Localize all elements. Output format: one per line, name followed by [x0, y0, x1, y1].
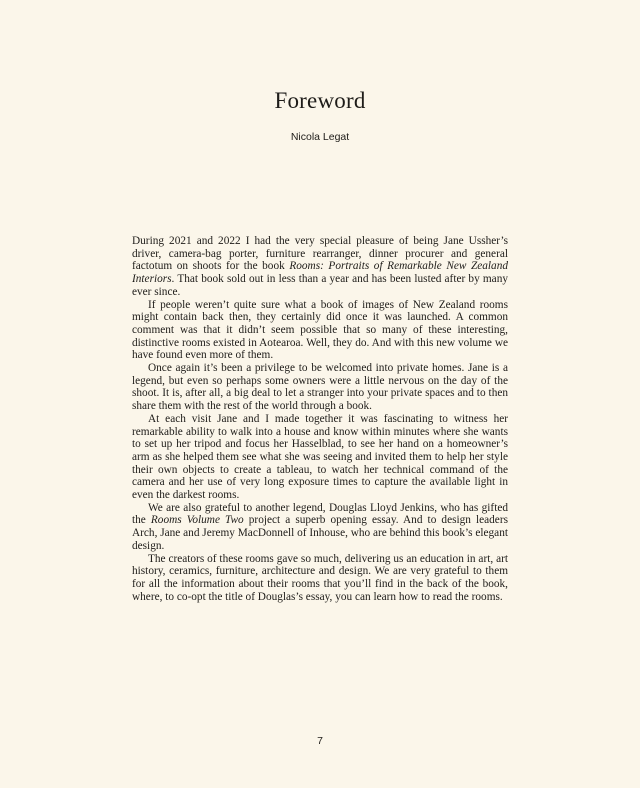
- paragraph-1-text-b: . That book sold out in less than a year and has been lusted after by many ever since.: [132, 273, 508, 298]
- chapter-title: Foreword: [274, 88, 366, 113]
- body-text: [132, 235, 508, 603]
- page-number: 7: [317, 735, 323, 747]
- project-title-italic: Rooms Volume Two: [150, 514, 244, 527]
- paragraph-6: The creators of these rooms gave so much, delivering us an education in art, art history, ceramics, furniture, architecture and design. We are very grateful to them for all the information about their rooms that you’ll find in the back of the book, where, to co-opt the title of Douglas’s essay, you can learn how to read the rooms.: [132, 552, 508, 603]
- paragraph-5-text-b: project a superb opening essay. And to design leaders Arch, Jane and Jeremy MacDonnell of Inhouse, who are behind this book’s elegant design.: [132, 514, 508, 552]
- paragraph-5: [132, 502, 508, 553]
- paragraph-5-text-a: We are also grateful to another legend, Douglas Lloyd Jenkins, who has gifted the: [132, 501, 508, 527]
- book-title-italic: Rooms: Portraits of Remarkable New Zealand Interiors: [132, 260, 509, 286]
- author-name: Nicola Legat: [290, 131, 350, 143]
- paragraph-2: If people weren’t quite sure what a book of images of New Zealand rooms might contain back then, they certainly did once it was launched. A common comment was that it didn’t seem possible that so many of these interesting, distinctive rooms existed in Aotearoa. Well, they do. And with this new volume we have found even more of them.: [132, 298, 508, 362]
- paragraph-3: Once again it’s been a privilege to be welcomed into private homes. Jane is a legend, but even so perhaps some owners were a little nervous on the day of the shoot. It is, after all, a big deal to let a stranger into your private spaces and to then share them with the rest of the world through a book.: [132, 362, 508, 413]
- paragraph-1-text-a: During 2021 and 2022 I had the very special pleasure of being Jane Ussher’s driver, camera-bag porter, furniture rearranger, dinner procurer and general factotum on shoots for the book: [132, 235, 508, 273]
- paragraph-1: [132, 235, 508, 299]
- paragraph-4: At each visit Jane and I made together it was fascinating to witness her remarkable ability to walk into a house and know within minutes where she wants to set up her tripod and focus her Hasselblad, to see her hand on a homeowner’s arm as she helped them see what she was seeing and invited them to help her style their own objects to create a tableau, to watch her technical command of the camera and her use of very long exposure times to capture the available light in even the darkest rooms.: [132, 412, 508, 502]
